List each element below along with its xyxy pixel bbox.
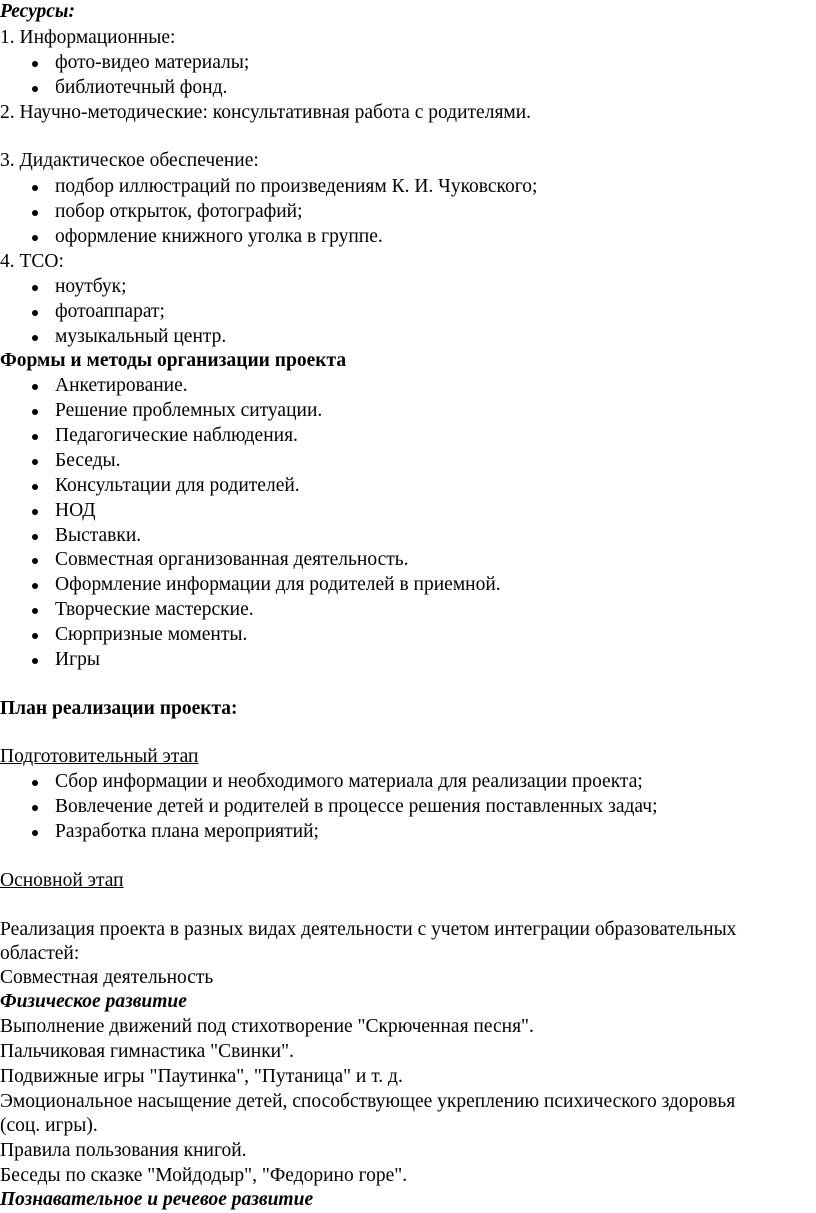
list-item: Игры — [55, 649, 100, 670]
list-item: ноутбук; — [55, 276, 127, 297]
main-stage-intro-cont: областей: — [0, 943, 80, 964]
didactic-resources-title: 3. Дидактическое обеспечение: — [0, 150, 259, 171]
text-line: Подвижные игры "Паутинка", "Путаница" и т. д. — [0, 1066, 403, 1087]
main-stage-title: Основной этап — [0, 870, 124, 891]
text-line: Беседы по сказке "Мойдодыр", "Федорино горе". — [0, 1165, 408, 1186]
list-item: НОД — [55, 500, 96, 521]
text-line: Эмоциональное насыщение детей, способствующее укреплению психического здоровья — [0, 1091, 736, 1112]
list-item: Консультации для родителей. — [55, 475, 300, 496]
list-item: Сюрпризные моменты. — [55, 624, 248, 645]
list-item: Творческие мастерские. — [55, 599, 254, 620]
list-item: Анкетирование. — [55, 375, 188, 396]
list-item: музыкальный центр. — [55, 326, 227, 347]
forms-heading: Формы и методы организации проекта — [0, 350, 347, 371]
method-resources-title: 2. Научно-методические: консультативная работа с родителями. — [0, 102, 532, 123]
text-line: Пальчиковая гимнастика "Свинки". — [0, 1041, 294, 1062]
tso-resources-title: 4. ТСО: — [0, 251, 64, 272]
text-line: Выполнение движений под стихотворение "Скрюченная песня". — [0, 1016, 534, 1037]
list-item: Оформление информации для родителей в приемной. — [55, 574, 501, 595]
list-item: Педагогические наблюдения. — [55, 425, 298, 446]
list-item: Беседы. — [55, 450, 121, 471]
text-line: Правила пользования книгой. — [0, 1140, 247, 1161]
joint-activity-label: Совместная деятельность — [0, 967, 214, 988]
resources-heading: Ресурсы: — [0, 1, 75, 22]
list-item: Выставки. — [55, 525, 142, 546]
info-resources-title: 1. Информационные: — [0, 27, 176, 48]
list-item: подбор иллюстраций по произведениям К. И. Чуковского; — [55, 176, 538, 197]
list-item: Решение проблемных ситуации. — [55, 400, 323, 421]
plan-heading: План реализации проекта: — [0, 698, 238, 719]
physical-development-heading: Физическое развитие — [0, 991, 187, 1012]
list-item: Разработка плана мероприятий; — [55, 821, 319, 842]
text-line: (соц. игры). — [0, 1115, 98, 1136]
list-item: Совместная организованная деятельность. — [55, 549, 409, 570]
list-item: фото-видео материалы; — [55, 52, 250, 73]
list-item: побор открыток, фотографий; — [55, 201, 303, 222]
prep-stage-title: Подготовительный этап — [0, 746, 199, 767]
cognitive-speech-heading: Познавательное и речевое развитие — [0, 1189, 314, 1210]
list-item: оформление книжного уголка в группе. — [55, 226, 383, 247]
main-stage-intro: Реализация проекта в разных видах деятельности с учетом интеграции образовательных — [0, 919, 737, 940]
list-item: библиотечный фонд. — [55, 77, 228, 98]
list-item: Сбор информации и необходимого материала для реализации проекта; — [55, 771, 643, 792]
list-item: Вовлечение детей и родителей в процессе решения поставленных задач; — [55, 796, 658, 817]
list-item: фотоаппарат; — [55, 301, 165, 322]
